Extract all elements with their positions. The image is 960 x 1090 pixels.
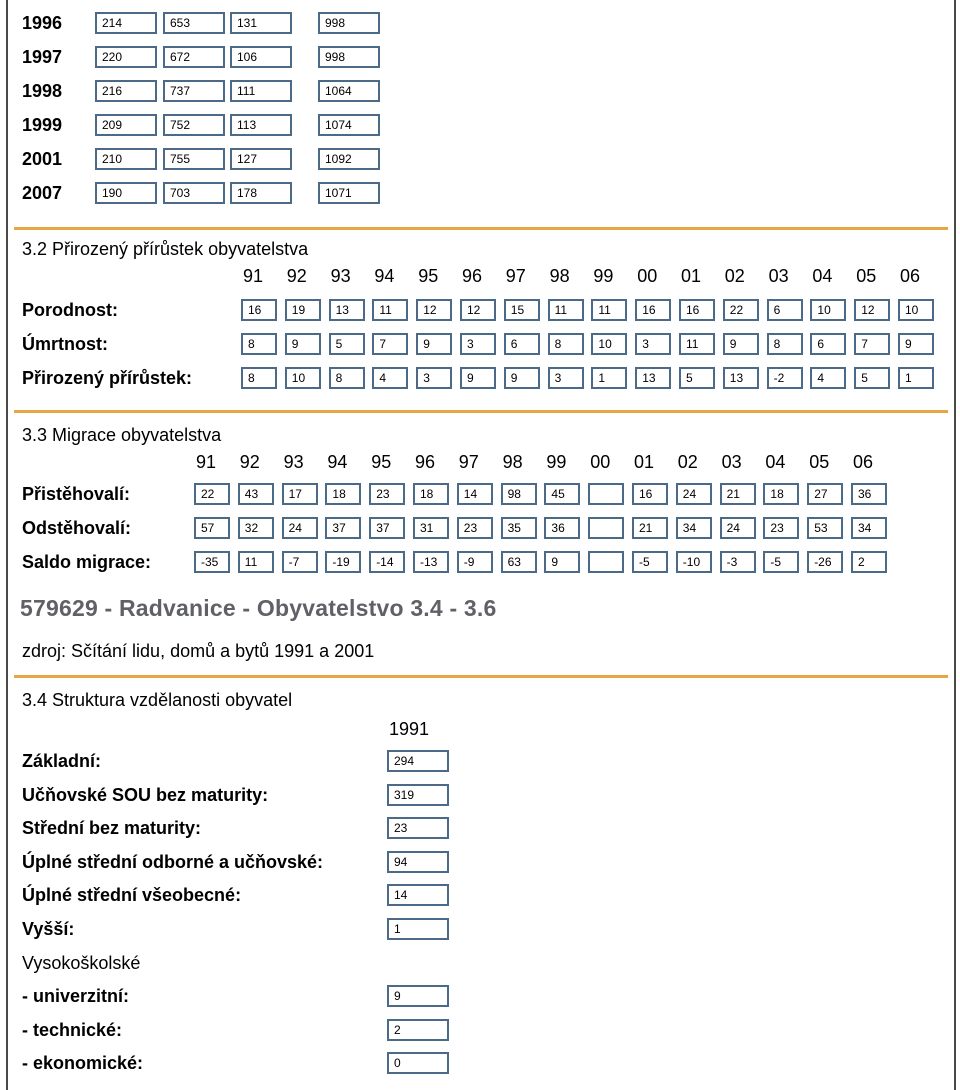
value-cell: 1	[898, 367, 934, 389]
value-cell: 17	[282, 483, 318, 505]
section-separator	[14, 410, 948, 413]
value-cell: -13	[413, 551, 449, 573]
page-title: 579629 - Radvanice - Obyvatelstvo 3.4 - 3.6	[20, 595, 497, 621]
value-cell: 57	[194, 517, 230, 539]
year-header: 95	[371, 452, 392, 472]
value-cell: 12	[854, 299, 890, 321]
year-label: 1998	[22, 81, 63, 101]
year-header: 96	[462, 266, 483, 286]
source-note: zdroj: Sčítání lidu, domů a bytů 1991 a 2001	[22, 641, 375, 661]
education-value: 23	[387, 817, 449, 839]
year-header: 04	[812, 266, 833, 286]
row-label: Úmrtnost:	[22, 334, 108, 354]
value-cell: 16	[635, 299, 671, 321]
value-cell: 11	[238, 551, 274, 573]
value-cell: -10	[676, 551, 712, 573]
value-cell: 5	[679, 367, 715, 389]
value-cell: 131	[230, 12, 292, 34]
value-cell: 9	[723, 333, 759, 355]
value-cell: 737	[163, 80, 225, 102]
year-header: 99	[546, 452, 567, 472]
value-cell: 11	[679, 333, 715, 355]
value-cell: 7	[372, 333, 408, 355]
value-cell: -7	[282, 551, 318, 573]
education-value: 94	[387, 851, 449, 873]
value-cell: 15	[504, 299, 540, 321]
education-value: 9	[387, 985, 449, 1007]
value-cell: 8	[767, 333, 803, 355]
year-header: 02	[677, 452, 698, 472]
value-cell: -19	[325, 551, 361, 573]
year-header: 06	[900, 266, 921, 286]
education-value: 319	[387, 784, 449, 806]
value-cell: 24	[676, 483, 712, 505]
value-cell: -26	[807, 551, 843, 573]
education-row-label: - ekonomické:	[22, 1053, 144, 1074]
value-cell: 190	[95, 182, 157, 204]
value-cell: 24	[720, 517, 756, 539]
value-cell: 34	[676, 517, 712, 539]
value-cell: 209	[95, 114, 157, 136]
year-header: 94	[327, 452, 348, 472]
value-cell: 22	[723, 299, 759, 321]
year-header: 93	[330, 266, 351, 286]
year-header: 92	[286, 266, 307, 286]
value-cell: 4	[810, 367, 846, 389]
value-cell: 210	[95, 148, 157, 170]
year-header: 06	[853, 452, 874, 472]
value-cell: 127	[230, 148, 292, 170]
value-cell: 3	[416, 367, 452, 389]
row-label: Přistěhovalí:	[22, 484, 131, 504]
value-cell: 1092	[318, 148, 380, 170]
education-value: 1	[387, 918, 449, 940]
year-header: 99	[593, 266, 614, 286]
value-cell: 16	[679, 299, 715, 321]
year-header: 98	[502, 452, 523, 472]
value-cell: 11	[548, 299, 584, 321]
value-cell: 3	[548, 367, 584, 389]
education-value: 14	[387, 884, 449, 906]
value-cell: 8	[329, 367, 365, 389]
value-cell	[588, 517, 624, 539]
value-cell: 214	[95, 12, 157, 34]
value-cell: 3	[635, 333, 671, 355]
value-cell: 21	[720, 483, 756, 505]
value-cell: 12	[460, 299, 496, 321]
value-cell: 8	[241, 367, 277, 389]
value-cell: 21	[632, 517, 668, 539]
section-title-education: 3.4 Struktura vzdělanosti obyvatel	[22, 690, 293, 710]
value-cell: 11	[372, 299, 408, 321]
value-cell: 1	[591, 367, 627, 389]
value-cell: 10	[898, 299, 934, 321]
value-cell: 9	[504, 367, 540, 389]
value-cell: 53	[807, 517, 843, 539]
value-cell: -3	[720, 551, 756, 573]
value-cell: 23	[369, 483, 405, 505]
year-header: 97	[458, 452, 479, 472]
education-year-header: 1991	[389, 719, 430, 739]
value-cell: 6	[810, 333, 846, 355]
value-cell: 13	[723, 367, 759, 389]
education-value: 2	[387, 1019, 449, 1041]
value-cell: 1071	[318, 182, 380, 204]
value-cell: 32	[238, 517, 274, 539]
value-cell: 8	[548, 333, 584, 355]
value-cell: 4	[372, 367, 408, 389]
value-cell: 22	[194, 483, 230, 505]
row-label: Odstěhovalí:	[22, 518, 132, 538]
value-cell: 113	[230, 114, 292, 136]
year-label: 1999	[22, 115, 63, 135]
value-cell: 18	[763, 483, 799, 505]
value-cell: 36	[851, 483, 887, 505]
year-header: 03	[768, 266, 789, 286]
value-cell: 106	[230, 46, 292, 68]
education-row-label: - univerzitní:	[22, 986, 129, 1007]
education-row-label: Základní:	[22, 751, 102, 771]
education-row-label: Učňovské SOU bez maturity:	[22, 784, 269, 805]
value-cell: 37	[325, 517, 361, 539]
value-cell: 672	[163, 46, 225, 68]
value-cell: 35	[501, 517, 537, 539]
value-cell: 998	[318, 12, 380, 34]
value-cell: 9	[416, 333, 452, 355]
value-cell: 23	[763, 517, 799, 539]
value-cell	[588, 551, 624, 573]
section-separator	[14, 227, 948, 230]
value-cell: 9	[898, 333, 934, 355]
value-cell: 998	[318, 46, 380, 68]
section-separator	[14, 675, 948, 678]
value-cell: -9	[457, 551, 493, 573]
value-cell: 12	[416, 299, 452, 321]
value-cell: 23	[457, 517, 493, 539]
value-cell: -5	[632, 551, 668, 573]
value-cell: 63	[501, 551, 537, 573]
value-cell: 8	[241, 333, 277, 355]
value-cell: -35	[194, 551, 230, 573]
education-row-label: Vysokoškolské	[22, 952, 141, 973]
value-cell: 3	[460, 333, 496, 355]
year-header: 00	[590, 452, 611, 472]
year-header: 93	[283, 452, 304, 472]
year-header: 91	[196, 452, 217, 472]
value-cell: -5	[763, 551, 799, 573]
value-cell: 37	[369, 517, 405, 539]
education-row-label: - technické:	[22, 1019, 123, 1040]
year-header: 92	[239, 452, 260, 472]
value-cell: 34	[851, 517, 887, 539]
value-cell: 27	[807, 483, 843, 505]
value-cell: 1074	[318, 114, 380, 136]
value-cell: 220	[95, 46, 157, 68]
value-cell: 19	[285, 299, 321, 321]
row-label: Saldo migrace:	[22, 552, 152, 572]
education-row-label: Vyšší:	[22, 919, 75, 939]
year-label: 1996	[22, 13, 63, 33]
education-value: 294	[387, 750, 449, 772]
value-cell: 13	[329, 299, 365, 321]
year-label: 2007	[22, 183, 63, 203]
year-header: 03	[721, 452, 742, 472]
row-label: Porodnost:	[22, 300, 118, 320]
value-cell: 18	[325, 483, 361, 505]
value-cell: 43	[238, 483, 274, 505]
year-header: 96	[415, 452, 436, 472]
year-header: 05	[856, 266, 877, 286]
value-cell	[588, 483, 624, 505]
value-cell: 111	[230, 80, 292, 102]
value-cell: 216	[95, 80, 157, 102]
value-cell: 1064	[318, 80, 380, 102]
year-label: 1997	[22, 47, 63, 67]
value-cell: 16	[241, 299, 277, 321]
value-cell: 5	[329, 333, 365, 355]
value-cell: 653	[163, 12, 225, 34]
value-cell: 5	[854, 367, 890, 389]
value-cell: -2	[767, 367, 803, 389]
value-cell: 10	[285, 367, 321, 389]
section-title-migration: 3.3 Migrace obyvatelstva	[22, 425, 222, 445]
value-cell: 18	[413, 483, 449, 505]
value-cell: 36	[544, 517, 580, 539]
value-cell: 11	[591, 299, 627, 321]
year-header: 05	[809, 452, 830, 472]
value-cell: 31	[413, 517, 449, 539]
year-header: 01	[634, 452, 655, 472]
education-row-label: Střední bez maturity:	[22, 818, 202, 839]
year-header: 00	[637, 266, 658, 286]
year-header: 98	[549, 266, 570, 286]
value-cell: 6	[504, 333, 540, 355]
year-header: 04	[765, 452, 786, 472]
value-cell: 45	[544, 483, 580, 505]
value-cell: 7	[854, 333, 890, 355]
value-cell: 10	[591, 333, 627, 355]
value-cell: 755	[163, 148, 225, 170]
value-cell: -14	[369, 551, 405, 573]
education-value: 0	[387, 1052, 449, 1074]
year-header: 94	[374, 266, 395, 286]
year-label: 2001	[22, 149, 63, 169]
value-cell: 13	[635, 367, 671, 389]
education-row-label: Úplné střední odborné a učňovské:	[22, 851, 324, 872]
value-cell: 14	[457, 483, 493, 505]
value-cell: 24	[282, 517, 318, 539]
value-cell: 9	[285, 333, 321, 355]
value-cell: 10	[810, 299, 846, 321]
year-header: 02	[724, 266, 745, 286]
value-cell: 98	[501, 483, 537, 505]
value-cell: 6	[767, 299, 803, 321]
education-row-label: Úplné střední všeobecné:	[22, 885, 242, 906]
value-cell: 9	[460, 367, 496, 389]
value-cell: 2	[851, 551, 887, 573]
year-header: 91	[243, 266, 264, 286]
value-cell: 703	[163, 182, 225, 204]
value-cell: 9	[544, 551, 580, 573]
value-cell: 178	[230, 182, 292, 204]
year-header: 97	[505, 266, 526, 286]
year-header: 01	[681, 266, 702, 286]
section-title-natural-increase: 3.2 Přirozený přírůstek obyvatelstva	[22, 239, 309, 259]
value-cell: 752	[163, 114, 225, 136]
row-label: Přirozený přírůstek:	[22, 368, 193, 388]
year-header: 95	[418, 266, 439, 286]
value-cell: 16	[632, 483, 668, 505]
